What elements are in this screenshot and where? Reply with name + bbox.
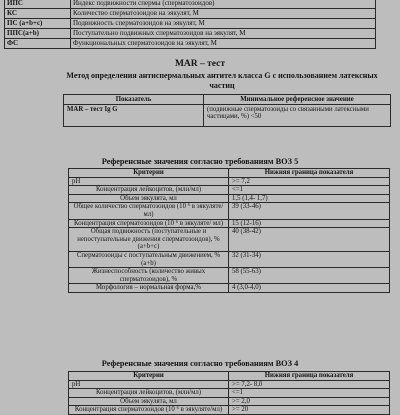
table-row (69, 251, 390, 267)
limit-cell: 32 (31-34) (229, 251, 390, 267)
limit-cell: >= 7,2 (229, 177, 390, 186)
abbreviations-table (4, 0, 376, 49)
table-row (5, 0, 376, 9)
mar-title: MAR – тест (174, 59, 226, 69)
criteria-cell: Объем эякулята, мл (69, 194, 229, 203)
who5-table (68, 168, 390, 293)
col-header-criteria: Критерии (69, 169, 229, 178)
abbr-desc: Индекс подвижности спермы (сперматозоидов) (71, 0, 376, 9)
table-row (69, 406, 390, 415)
col-header-limit: Нижняя граница показателя (229, 372, 390, 381)
col-header-indicator: Показатель (64, 95, 204, 105)
abbr-desc: Подвижность сперматозоидов на эякулят, М (71, 19, 376, 29)
abbr-desc: Количество сперматозоидов на эякулят, М (71, 9, 376, 19)
abbr-key: ПС (a+b+c) (5, 19, 71, 29)
criteria-cell: Сперматозоиды с поступательным движением, % (a+b) (69, 251, 229, 267)
criteria-cell: Объем эякулята, мл (69, 397, 229, 406)
abbr-key: ППС(a+b) (5, 29, 71, 39)
table-row (64, 105, 391, 127)
mar-table (63, 94, 391, 127)
table-row (69, 389, 390, 398)
limit-cell: >= 20 (229, 406, 390, 415)
table-row (69, 194, 390, 203)
limit-cell: <=1 (229, 186, 390, 195)
table-row (5, 9, 376, 19)
criteria-cell: Концентрация лейкоцитов, (млн/мл) (69, 186, 229, 195)
abbr-key: КС (5, 9, 71, 19)
criteria-cell: Жизнеспособность (количество живых сперматозоидов), % (69, 268, 229, 284)
limit-cell: >= 2,0 (229, 397, 390, 406)
abbr-desc: Функциональных сперматозоидов на эякулят, М (71, 39, 376, 49)
criteria-cell: Концентрация лейкоцитов, (млн/мл) (69, 389, 229, 398)
table-row (5, 19, 376, 29)
table-row (69, 203, 390, 219)
abbr-key: ИПС (5, 0, 71, 9)
table-header-row (64, 95, 391, 105)
who5-title: Референсные значения согласно требованиям ВОЗ 5 (101, 157, 299, 166)
criteria-cell: Концентрация сперматозоидов (10 ⁶ в эякуляте/мл) (69, 406, 229, 415)
table-header-row (69, 169, 390, 178)
table-row (69, 177, 390, 186)
table-row (69, 380, 390, 389)
mar-subtitle: Метод определения антиспермальных антител класса G с использованием латексных частиц (66, 71, 378, 90)
col-header-criteria: Критерии (69, 372, 229, 381)
who4-title: Референсные значения согласно требованиям ВОЗ 4 (101, 359, 299, 368)
limit-cell: 39 (33-46) (229, 203, 390, 219)
criteria-cell: Морфология – нормальная форма,% (69, 284, 229, 293)
criteria-cell: Общая подвижность (поступательные и непоступательные движения сперматозоидов), % (a+b+c) (69, 228, 229, 252)
criteria-cell: pH (69, 177, 229, 186)
table-header-row (69, 372, 390, 381)
table-row (69, 228, 390, 252)
table-row (5, 39, 376, 49)
limit-cell: 15 (12-16) (229, 219, 390, 228)
table-row (69, 397, 390, 406)
limit-cell: 40 (38-42) (229, 228, 390, 252)
limit-cell: 1,5 (1,4- 1,7) (229, 194, 390, 203)
abbr-desc: Поступательно подвижных сперматозоидов на эякулят, М (71, 29, 376, 39)
col-header-limit: Нижняя граница показателя (229, 169, 390, 178)
abbr-key: ФС (5, 39, 71, 49)
table-row (69, 219, 390, 228)
who4-table (68, 371, 390, 415)
mar-row-value: (подвижные сперматозоиды со связанными латексными частицами, %) <50 (204, 105, 391, 127)
criteria-cell: Концентрация сперматозоидов (10 ⁶ в эякуляте/ мл) (69, 219, 229, 228)
criteria-cell: pH (69, 380, 229, 389)
mar-row-label: MAR – тест Ig G (64, 105, 204, 127)
table-row (69, 284, 390, 293)
table-row (69, 186, 390, 195)
limit-cell: >= 7,2- 8,0 (229, 380, 390, 389)
limit-cell: <=1 (229, 389, 390, 398)
limit-cell: 58 (55-63) (229, 268, 390, 284)
col-header-reference: Минимальное референсное значение (204, 95, 391, 105)
criteria-cell: Общее количество сперматозоидов (10 ⁶ в эякуляте/мл) (69, 203, 229, 219)
limit-cell: 4 (3,0-4,0) (229, 284, 390, 293)
table-row (69, 268, 390, 284)
table-row (5, 29, 376, 39)
